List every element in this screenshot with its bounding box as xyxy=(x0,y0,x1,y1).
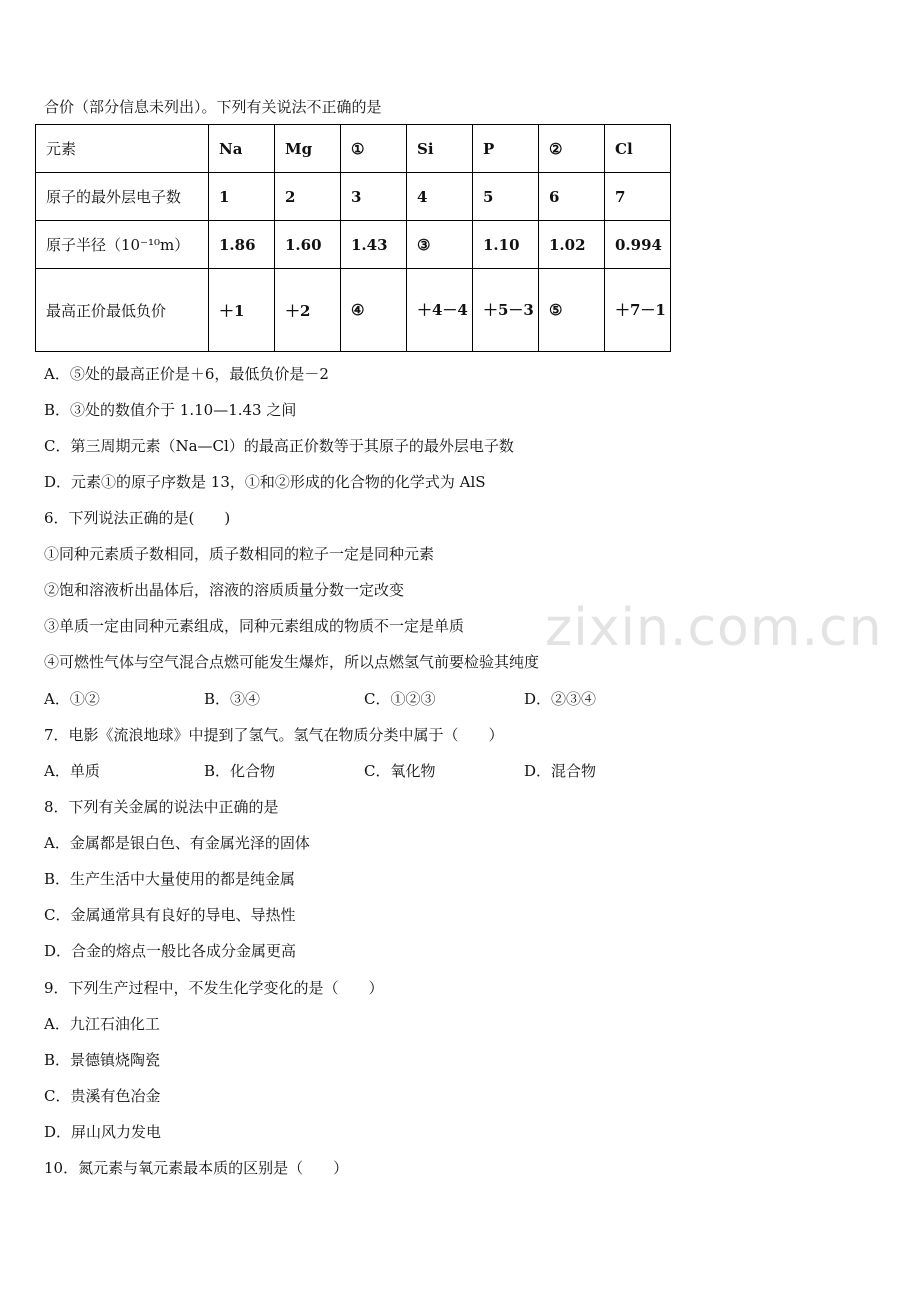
statement-3: ③单质一定由同种元素组成，同种元素组成的物质不一定是单质 xyxy=(44,617,465,635)
table-cell: 5 xyxy=(473,173,539,221)
table-row xyxy=(36,173,671,221)
question-8-stem: 8．下列有关金属的说法中正确的是 xyxy=(44,798,279,816)
table-cell: 4 xyxy=(407,173,473,221)
table-cell: 1.10 xyxy=(473,221,539,269)
table-cell: 1.60 xyxy=(275,221,341,269)
option-c: C．氧化物 xyxy=(364,762,436,780)
option-c: C．金属通常具有良好的导电、导热性 xyxy=(44,906,296,924)
table-cell: 2 xyxy=(275,173,341,221)
option-d: D．屏山风力发电 xyxy=(44,1123,162,1141)
option-a: A．①② xyxy=(44,690,100,708)
table-cell: ③ xyxy=(407,221,473,269)
table-cell: ⑤ xyxy=(539,269,605,352)
table-cell: 1 xyxy=(209,173,275,221)
option-a: A．金属都是银白色、有金属光泽的固体 xyxy=(44,834,310,852)
element-table xyxy=(35,124,671,352)
question-10-stem: 10．氮元素与氧元素最本质的区别是（ ） xyxy=(44,1159,349,1177)
statement-4: ④可燃性气体与空气混合点燃可能发生爆炸，所以点燃氢气前要检验其纯度 xyxy=(44,653,540,671)
option-c: C．①②③ xyxy=(364,690,436,708)
table-cell: 6 xyxy=(539,173,605,221)
question-intro: 合价（部分信息未列出）。下列有关说法不正确的是 xyxy=(44,98,382,116)
table-cell: Na xyxy=(209,125,275,173)
option-d: D．②③④ xyxy=(524,690,597,708)
table-cell: 0.994 xyxy=(605,221,671,269)
table-row xyxy=(36,125,671,173)
table-row xyxy=(36,221,671,269)
table-cell: Si xyxy=(407,125,473,173)
table-cell: 1.02 xyxy=(539,221,605,269)
table-cell: 1.43 xyxy=(341,221,407,269)
statement-2: ②饱和溶液析出晶体后，溶液的溶质质量分数一定改变 xyxy=(44,581,405,599)
table-cell: 元素 xyxy=(36,125,209,173)
watermark: zixin.com.cn xyxy=(545,598,883,658)
table-cell: ＋2 xyxy=(275,269,341,352)
question-7-stem: 7．电影《流浪地球》中提到了氢气。氢气在物质分类中属于（ ） xyxy=(44,726,504,744)
statement-1: ①同种元素质子数相同，质子数相同的粒子一定是同种元素 xyxy=(44,545,435,563)
table-cell: ＋1 xyxy=(209,269,275,352)
table-cell: ② xyxy=(539,125,605,173)
table-cell: ＋5－3 xyxy=(473,269,539,352)
option-b: B．化合物 xyxy=(204,762,276,780)
table-cell: 最高正价最低负价 xyxy=(36,269,209,352)
table-row xyxy=(36,269,671,352)
table-cell: 7 xyxy=(605,173,671,221)
option-b: B．景德镇烧陶瓷 xyxy=(44,1051,161,1069)
table-cell: ① xyxy=(341,125,407,173)
table-cell: P xyxy=(473,125,539,173)
option-d: D．元素①的原子序数是 13，①和②形成的化合物的化学式为 AlS xyxy=(44,473,486,491)
question-6-options xyxy=(44,688,684,709)
option-a: A．⑤处的最高正价是＋6，最低负价是－2 xyxy=(44,365,329,383)
question-6-stem: 6．下列说法正确的是( ) xyxy=(44,509,231,527)
option-d: D．合金的熔点一般比各成分金属更高 xyxy=(44,942,297,960)
option-b: B．③④ xyxy=(204,690,261,708)
option-d: D．混合物 xyxy=(524,762,597,780)
question-9-stem: 9．下列生产过程中，不发生化学变化的是（ ） xyxy=(44,979,384,997)
option-c: C．第三周期元素（Na—Cl）的最高正价数等于其原子的最外层电子数 xyxy=(44,437,514,455)
option-a: A．九江石油化工 xyxy=(44,1015,160,1033)
table-cell: 1.86 xyxy=(209,221,275,269)
table-cell: 原子半径（10⁻¹⁰m） xyxy=(36,221,209,269)
question-7-options xyxy=(44,760,684,781)
table-cell: ④ xyxy=(341,269,407,352)
table-cell: ＋4－4 xyxy=(407,269,473,352)
option-a: A．单质 xyxy=(44,762,100,780)
option-b: B．③处的数值介于 1.10—1.43 之间 xyxy=(44,401,297,419)
table-cell: ＋7－1 xyxy=(605,269,671,352)
option-b: B．生产生活中大量使用的都是纯金属 xyxy=(44,870,296,888)
table-cell: Cl xyxy=(605,125,671,173)
table-cell: Mg xyxy=(275,125,341,173)
option-c: C．贵溪有色冶金 xyxy=(44,1087,161,1105)
table-cell: 原子的最外层电子数 xyxy=(36,173,209,221)
table-cell: 3 xyxy=(341,173,407,221)
